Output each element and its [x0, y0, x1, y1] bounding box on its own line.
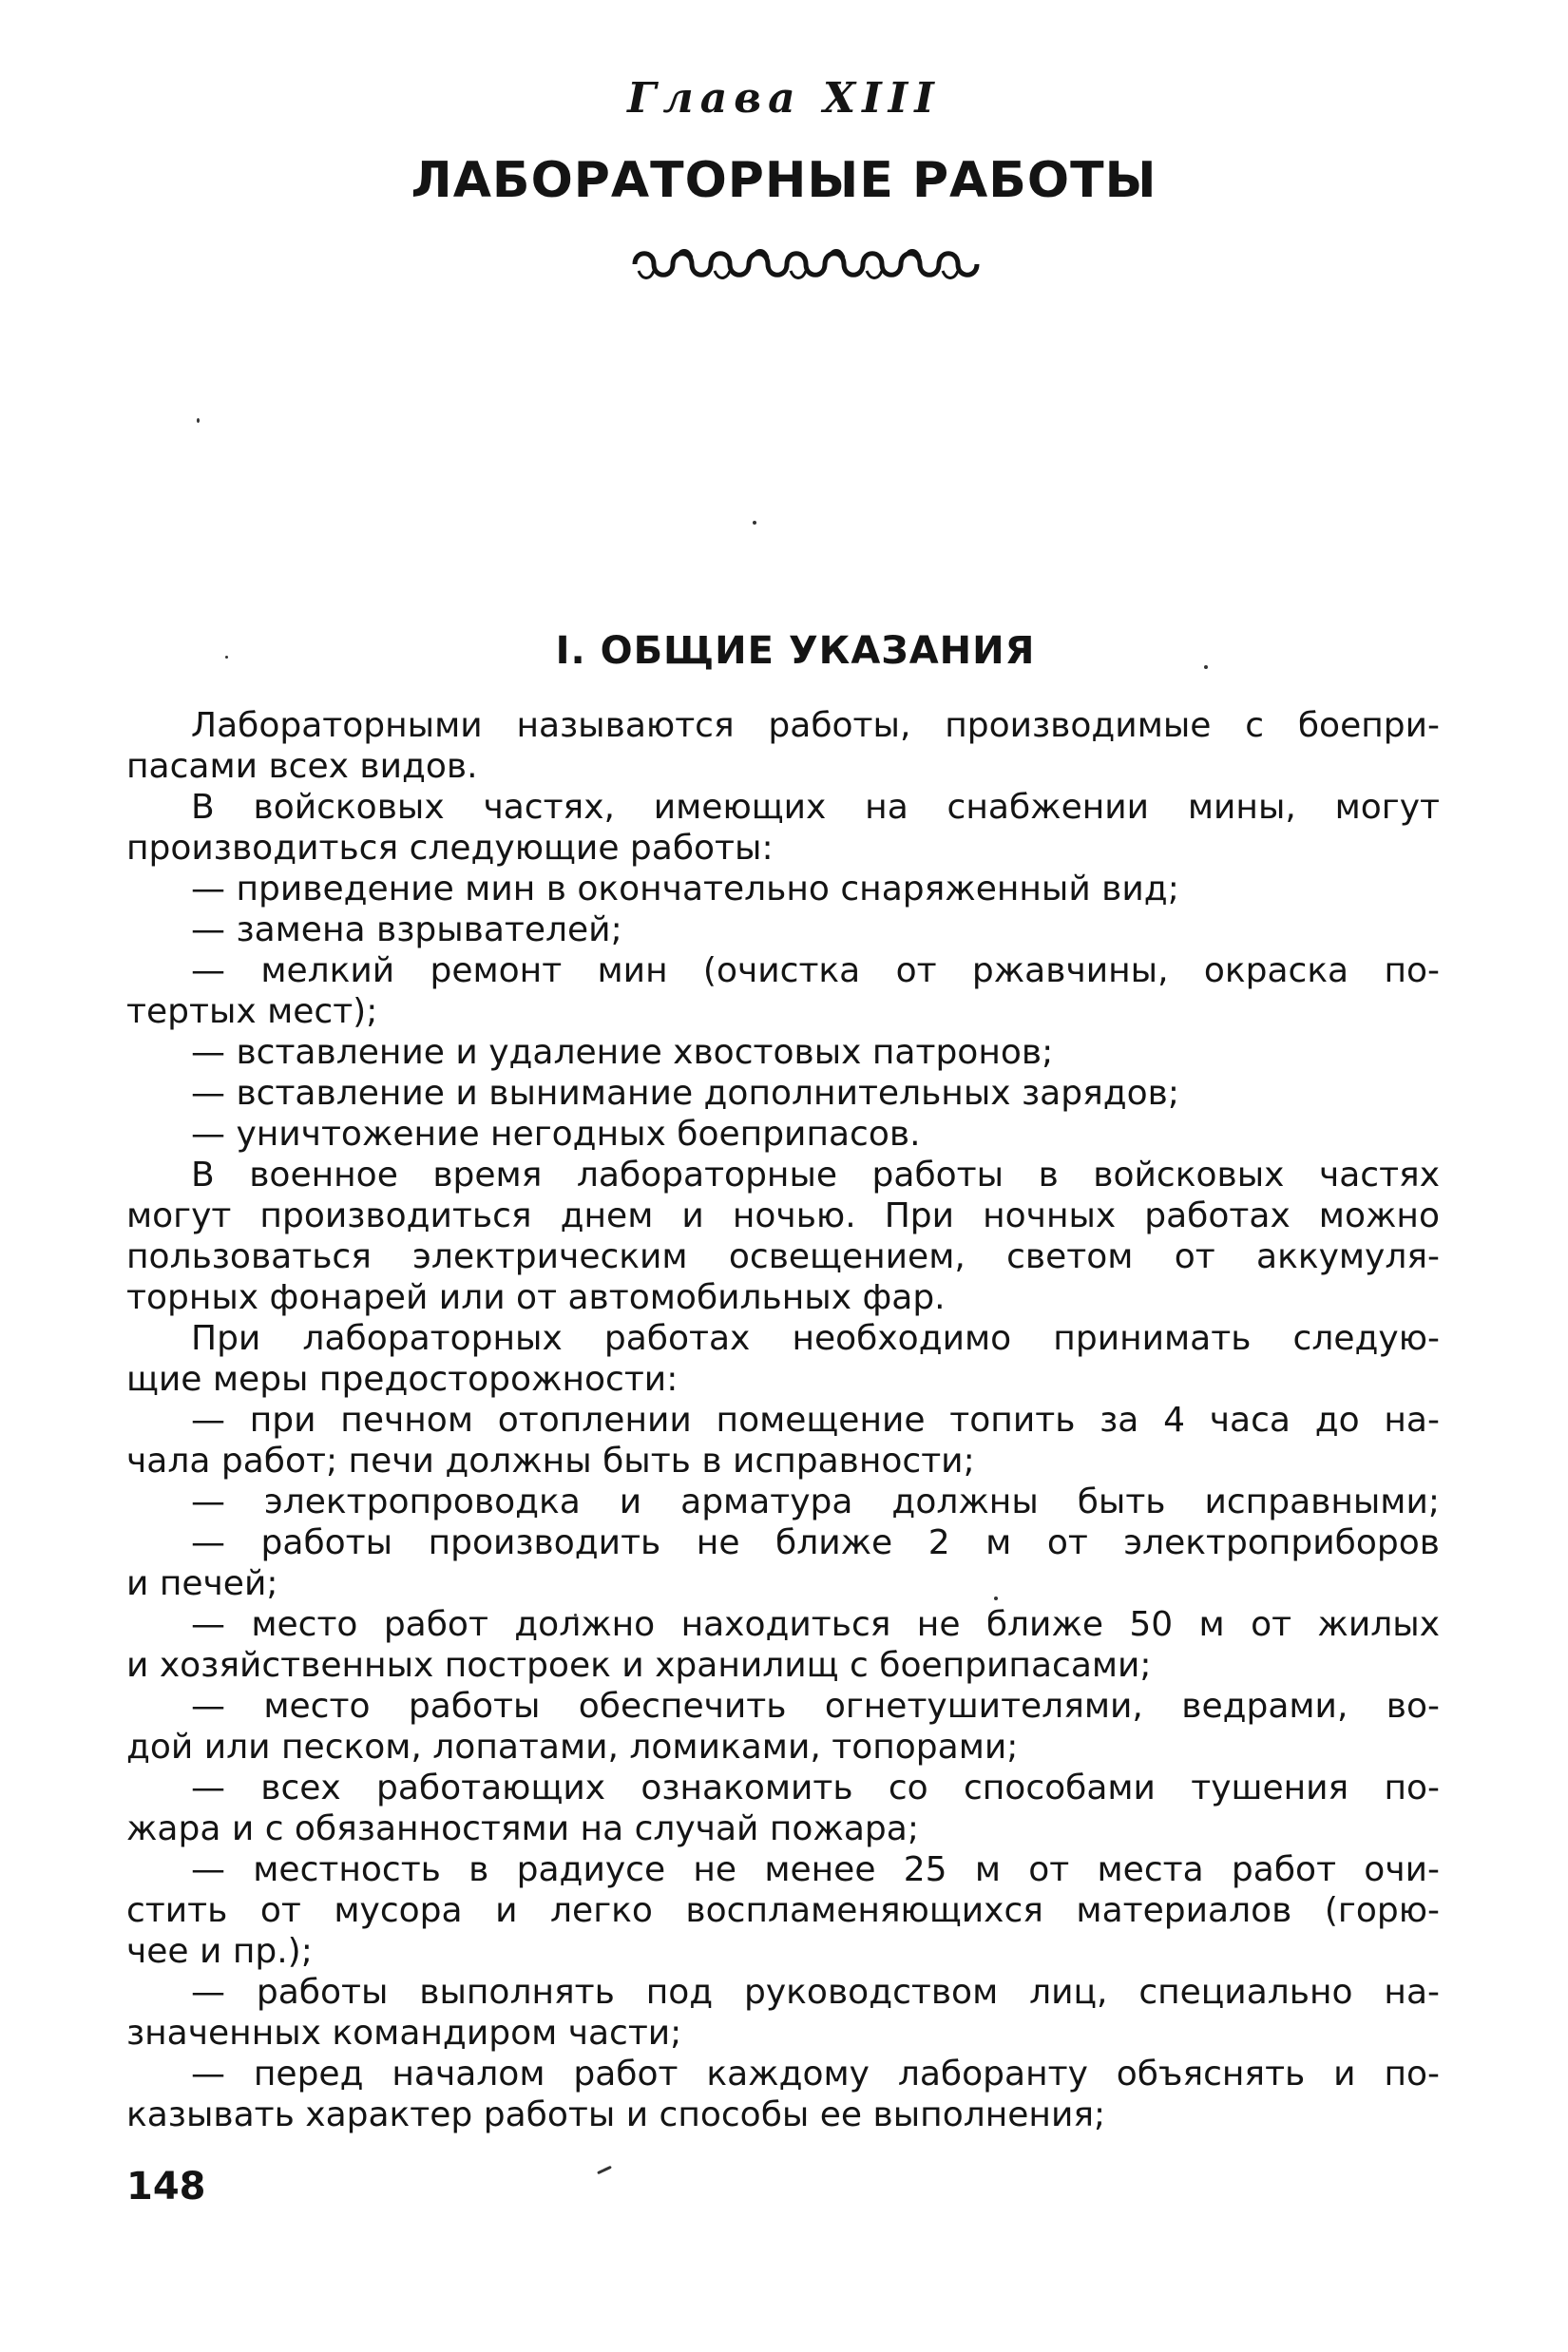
text-line: — замена взрывателей; [191, 910, 622, 949]
print-speck [753, 521, 756, 525]
text-line: — при печном отоплении помещение топить за 4 часа до на- [191, 1401, 1440, 1440]
text-line: При лабораторных работах необходимо принимать следую- [191, 1319, 1440, 1358]
text-line: чее и пр.); [126, 1932, 313, 1971]
chapter-title: ЛАБОРАТОРНЫЕ РАБОТЫ [411, 152, 1157, 209]
text-line: тертых мест); [126, 992, 378, 1031]
print-speck [597, 2166, 612, 2174]
text-line: — приведение мин в окончательно снаряженный вид; [191, 870, 1179, 908]
text-line: — электропроводка и арматура должны быть исправными; [191, 1482, 1440, 1521]
text-line: — мелкий ремонт мин (очистка от ржавчины, окраска по- [191, 951, 1440, 990]
text-line: и печей; [126, 1564, 278, 1603]
text-line: — работы выполнять под руководством лиц, специально на- [191, 1973, 1440, 2012]
text-line: щие меры предосторожности: [126, 1360, 679, 1399]
text-line: чала работ; печи должны быть в исправности; [126, 1442, 975, 1481]
text-line: — место работ должно находиться не ближе 50 м от жилых [191, 1605, 1440, 1644]
page-number: 148 [126, 2165, 206, 2209]
body-text [126, 705, 1440, 2135]
text-line: дой или песком, лопатами, ломиками, топорами; [126, 1728, 1019, 1767]
text-line: В войсковых частях, имеющих на снабжении мины, могут [191, 788, 1440, 827]
chapter-label: Глава XIII [627, 74, 941, 123]
text-line: стить от мусора и легко воспламеняющихся материалов (горю- [126, 1891, 1440, 1930]
text-line: казывать характер работы и способы ее выполнения; [126, 2095, 1106, 2134]
decorative-divider [629, 242, 986, 286]
print-speck [197, 418, 200, 423]
text-line: значенных командиром части; [126, 2014, 682, 2053]
text-line: — вставление и удаление хвостовых патронов; [191, 1033, 1054, 1072]
text-line: В военное время лабораторные работы в войсковых частях [191, 1156, 1440, 1195]
text-line: — место работы обеспечить огнетушителями, ведрами, во- [191, 1687, 1440, 1726]
text-line: Лабораторными называются работы, производимые с боепри- [191, 706, 1440, 745]
text-line: — перед началом работ каждому лаборанту объяснять и по- [191, 2055, 1440, 2094]
text-line: могут производиться днем и ночью. При ночных работах можно [126, 1196, 1440, 1235]
text-line: — всех работающих ознакомить со способами тушения по- [191, 1769, 1440, 1807]
text-line: — местность в радиусе не менее 25 м от места работ очи- [191, 1850, 1440, 1889]
text-line: пользоваться электрическим освещением, светом от аккумуля- [126, 1237, 1440, 1276]
text-line: — вставление и вынимание дополнительных зарядов; [191, 1074, 1179, 1113]
text-line: жара и с обязанностями на случай пожара; [126, 1809, 919, 1848]
text-line: — уничтожение негодных боеприпасов. [191, 1115, 921, 1154]
text-line: производиться следующие работы: [126, 829, 774, 868]
section-title: I. ОБЩИЕ УКАЗАНИЯ [555, 629, 1036, 673]
text-line: торных фонарей или от автомобильных фар. [126, 1278, 946, 1317]
text-line: и хозяйственных построек и хранилищ с боеприпасами; [126, 1646, 1152, 1685]
text-line: — работы производить не ближе 2 м от электроприборов [191, 1523, 1440, 1562]
text-line: пасами всех видов. [126, 747, 478, 786]
